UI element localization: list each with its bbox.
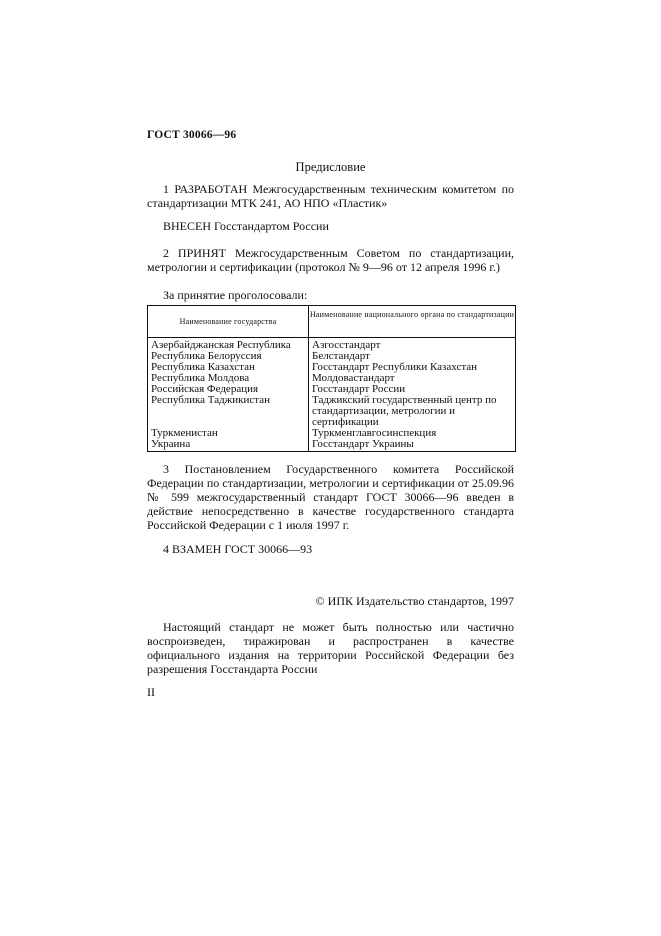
table-cell-body: Госстандарт Украины — [312, 438, 414, 450]
paragraph-enacted: 3 Постановлением Государственного комитета Российской Федерации по стандартизации, метрологии и сертификации от 25.09.96 № 599 межгосударственный стандарт ГОСТ 30066—96 введен в действие непосредственно в качестве государственного стандарта Российской Федерации с 1 июля 1997 г. — [147, 462, 514, 532]
paragraph-adopted: 2 ПРИНЯТ Межгосударственным Советом по стандартизации, метрологии и сертификации (протокол № 9—96 от 12 апреля 1996 г.) — [147, 246, 514, 274]
page-number: II — [147, 685, 155, 699]
table-header-body: Наименование национального органа по стандартизации — [309, 310, 515, 319]
table-cell-body: Таджикский государственный центр по стандартизации, метрологии и сертификации — [312, 394, 497, 428]
document-id: ГОСТ 30066—96 — [147, 129, 237, 141]
paragraph-introduced: ВНЕСЕН Госстандартом России — [163, 219, 329, 233]
table-cell-state: Республика Белоруссия — [151, 350, 262, 362]
paragraph-developed: 1 РАЗРАБОТАН Межгосударственным техническим комитетом по стандартизации МТК 241, АО НПО «Пластик» — [147, 182, 514, 210]
page-title: Предисловие — [295, 160, 366, 174]
table-cell-state: Республика Таджикистан — [151, 394, 270, 406]
table-cell-state: Туркменистан — [151, 427, 218, 439]
table-column-divider — [308, 306, 309, 451]
table-header-state: Наименование государства — [179, 317, 277, 326]
copyright-line: © ИПК Издательство стандартов, 1997 — [315, 594, 514, 608]
table-cell-body: Белстандарт — [312, 350, 370, 362]
paragraph-voted: За принятие проголосовали: — [163, 288, 308, 302]
table-cell-state: Азербайджанская Республика — [151, 339, 291, 351]
table-cell-state: Российская Федерация — [151, 383, 259, 395]
table-header-divider — [148, 337, 515, 338]
table-cell-state: Республика Молдова — [151, 372, 250, 384]
table-cell-body: Госстандарт России — [312, 383, 406, 395]
voting-table — [147, 305, 516, 452]
table-cell-state: Украина — [151, 438, 191, 450]
table-cell-body: Госстандарт Республики Казахстан — [312, 361, 478, 373]
table-cell-body: Туркменглавгосинспекция — [312, 427, 437, 439]
table-cell-body: Азгосстандарт — [312, 339, 381, 351]
paragraph-replaces: 4 ВЗАМЕН ГОСТ 30066—93 — [163, 542, 313, 556]
reproduction-notice: Настоящий стандарт не может быть полностью или частично воспроизведен, тиражирован и распространен в качестве официального издания на территории Российской Федерации без разрешения Госстандарта России — [147, 620, 514, 676]
table-cell-state: Республика Казахстан — [151, 361, 255, 373]
table-cell-body: Молдовастандарт — [312, 372, 395, 384]
